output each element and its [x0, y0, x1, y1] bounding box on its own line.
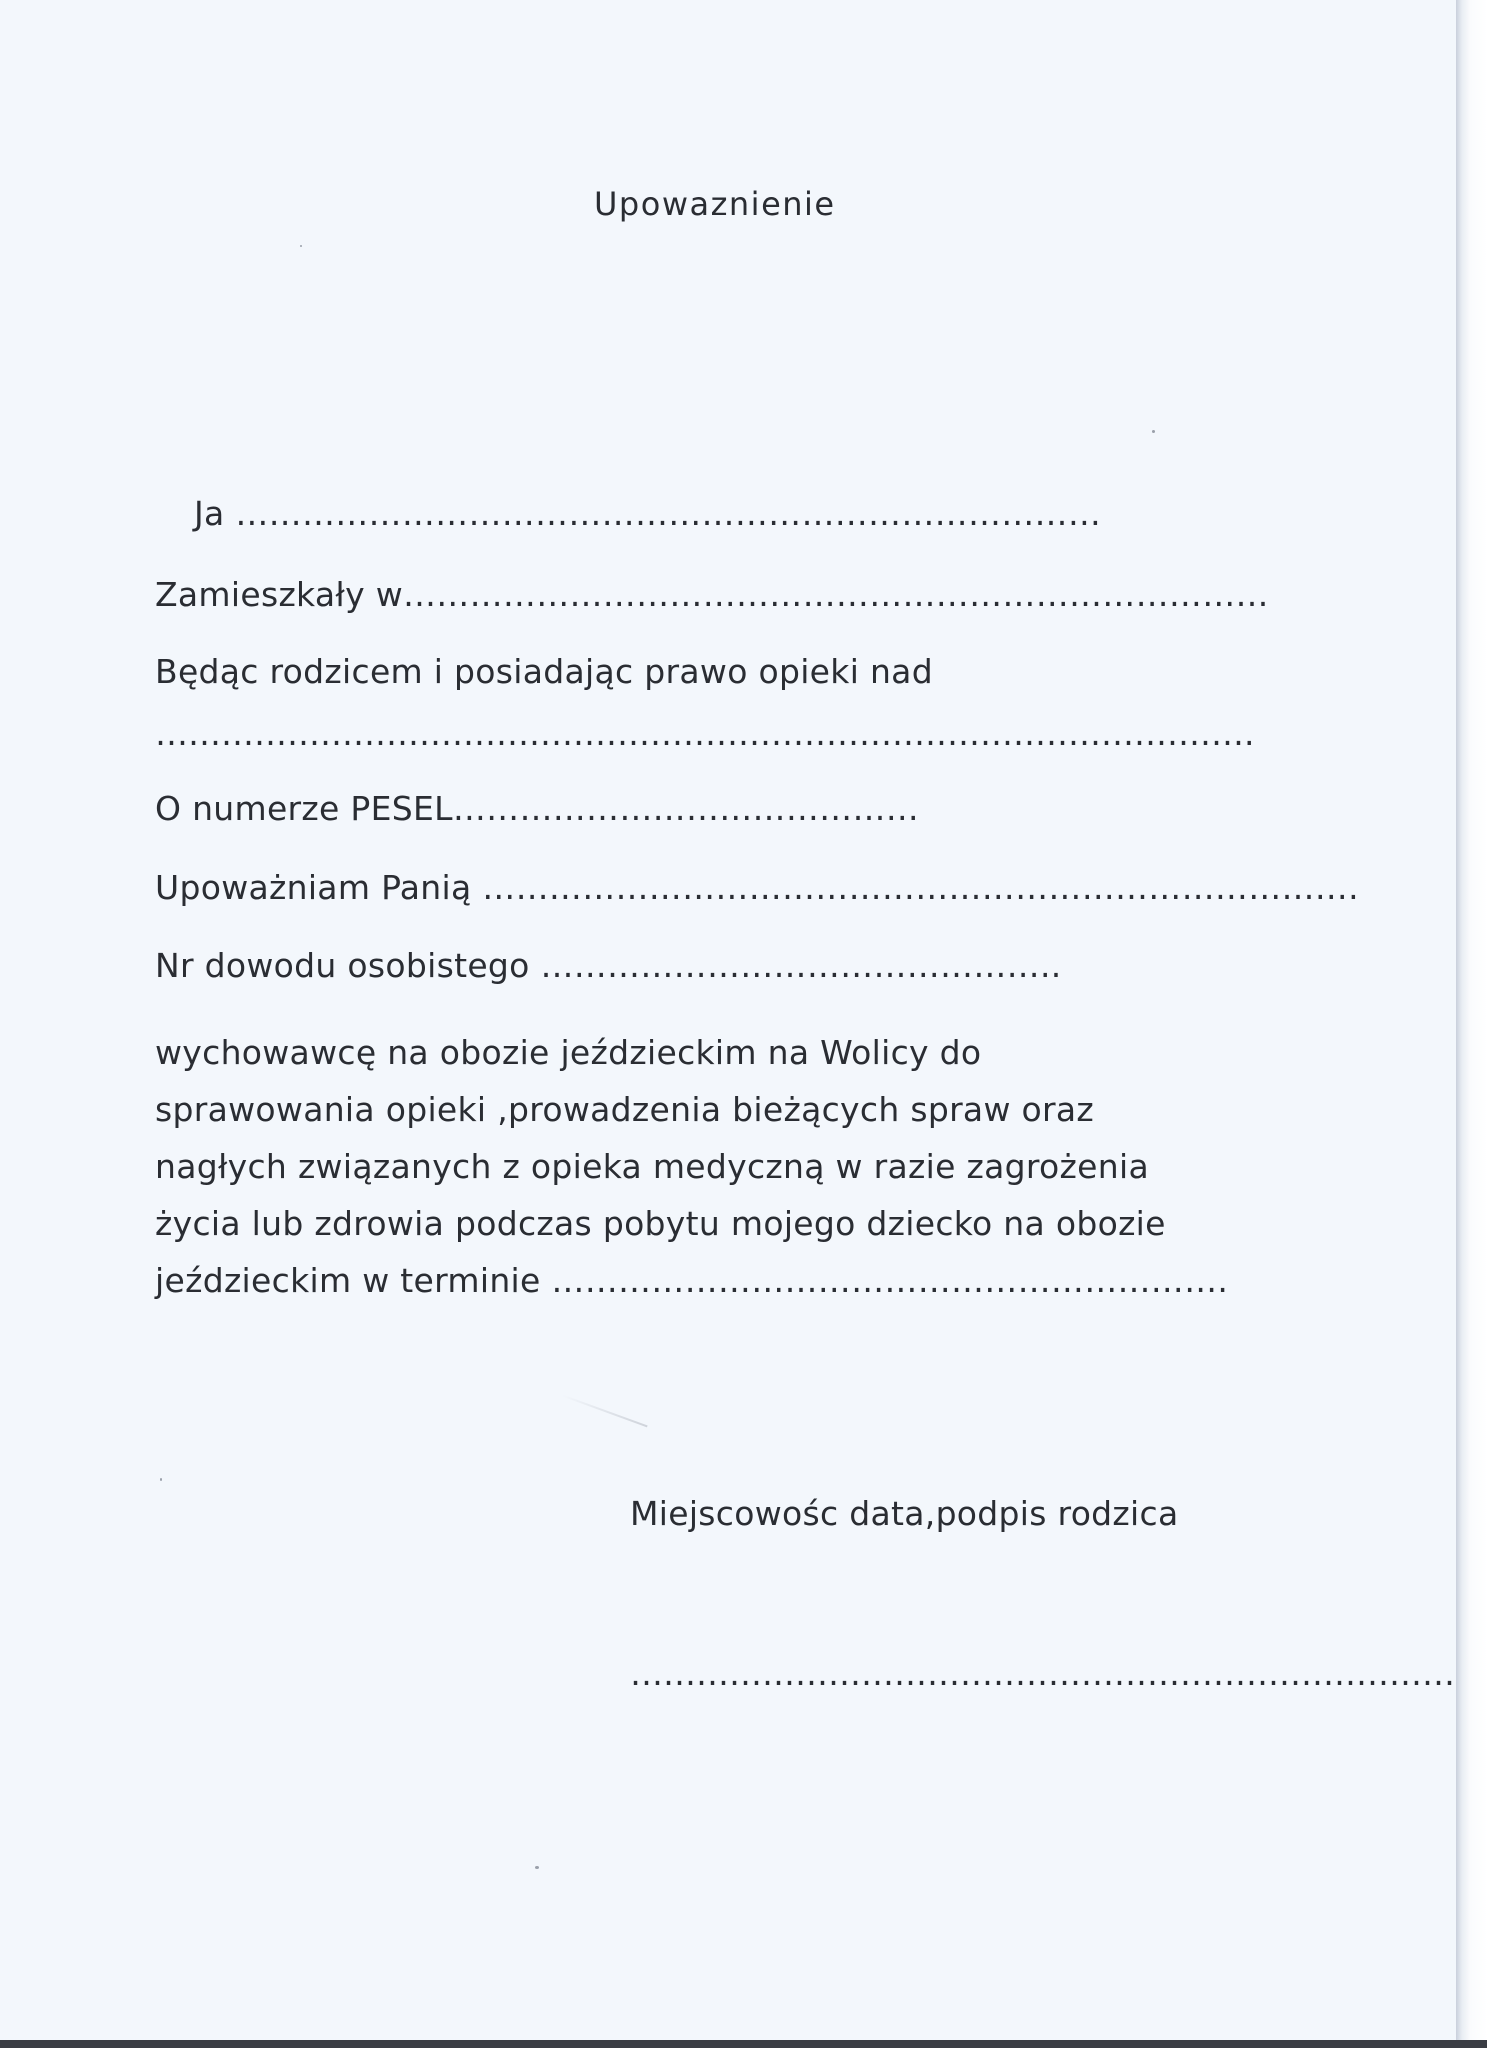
field-authorized-person: Upoważniam Panią ……………………………………………………………………. [155, 868, 1359, 907]
paragraph-line: sprawowania opieki ,prowadzenia bieżących spraw oraz [155, 1090, 1095, 1129]
field-address: Zamieszkały w…………………………………………………………………… [155, 575, 1269, 614]
page-edge-right [1456, 0, 1487, 2048]
field-child-name-line: ………………………………………………………………………………………. [155, 714, 1255, 753]
scan-speck [1152, 430, 1155, 433]
page-edge-bottom [0, 2040, 1487, 2048]
field-pesel: O numerze PESEL…………………………………… [155, 789, 920, 828]
document-title: Upowaznienie [594, 185, 836, 223]
scan-speck [300, 245, 302, 247]
paragraph-line: nagłych związanych z opieka medyczną w razie zagrożenia [155, 1147, 1149, 1186]
field-id-number: Nr dowodu osobistego ……………………………………….. [155, 946, 1062, 985]
scan-speck [535, 1866, 539, 1869]
paragraph-line: życia lub zdrowia podczas pobytu mojego dziecko na obozie [155, 1204, 1166, 1243]
paragraph-line: jeździeckim w terminie ……………………………………………………. [155, 1261, 1229, 1300]
field-parent-statement: Będąc rodzicem i posiadając prawo opieki nad [155, 652, 933, 691]
signature-line: ………………………………………………………………… [630, 1654, 1455, 1693]
authorization-paragraph [155, 1024, 1228, 1309]
scan-speck [160, 1478, 162, 1481]
paper-crease [562, 1395, 647, 1428]
field-ja: Ja …………………………………………………………………… [194, 494, 1102, 533]
paragraph-line: wychowawcę na obozie jeździeckim na Wolicy do [155, 1033, 982, 1072]
signature-label: Miejscowośc data,podpis rodzica [630, 1494, 1179, 1533]
